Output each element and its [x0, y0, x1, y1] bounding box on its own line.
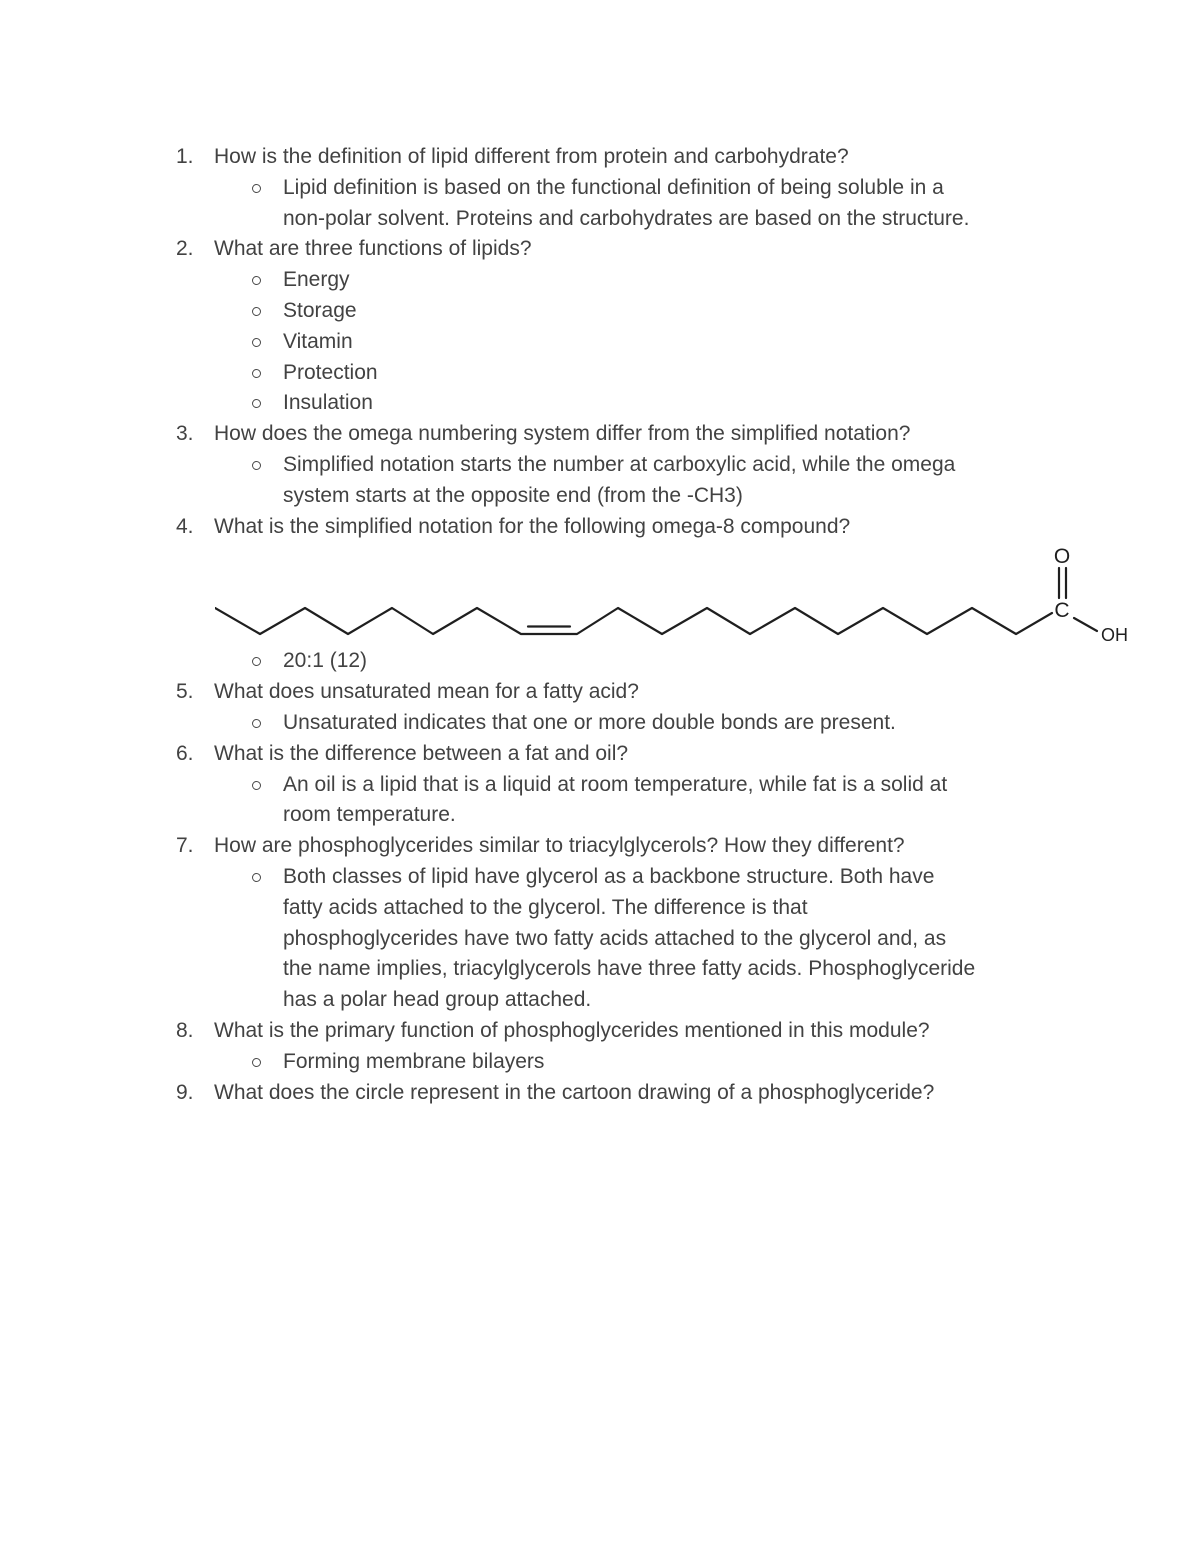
question-number: 3.	[176, 422, 194, 446]
answer-line: room temperature.	[283, 803, 456, 827]
answer-line: non-polar solvent. Proteins and carbohydrates are based on the structure.	[283, 206, 970, 230]
answer-line: has a polar head group attached.	[283, 988, 592, 1012]
answer-line: Energy	[283, 268, 350, 292]
bullet-col	[251, 327, 283, 358]
question-text: What does unsaturated mean for a fatty acid?	[214, 680, 639, 704]
answer-text	[283, 388, 373, 419]
question-number: 6.	[176, 741, 194, 765]
circle-bullet-icon	[252, 461, 261, 470]
answer-line: Both classes of lipid have glycerol as a backbone structure. Both have	[283, 864, 935, 888]
question-8	[176, 1016, 1116, 1047]
bullet-col	[251, 265, 283, 296]
question-list	[176, 142, 1128, 1108]
answer-item	[176, 327, 1116, 358]
answer-line: Simplified notation starts the number at carboxylic acid, while the omega	[283, 452, 956, 476]
answer-text	[283, 708, 896, 739]
circle-bullet-icon	[252, 719, 261, 728]
answer-line: Storage	[283, 298, 357, 322]
answer-item	[176, 1047, 1116, 1078]
answer-item	[176, 265, 1116, 296]
hydroxyl-bond-line	[1074, 618, 1097, 631]
circle-bullet-icon	[252, 657, 261, 666]
answer-item	[176, 862, 1116, 1016]
answer-text	[283, 358, 378, 389]
answer-line: Protection	[283, 360, 378, 384]
hydroxyl-label: OH	[1101, 625, 1128, 646]
answer-line: Lipid definition is based on the functional definition of being soluble in a	[283, 175, 944, 199]
answer-line: Forming membrane bilayers	[283, 1049, 545, 1073]
answer-text	[283, 1047, 544, 1078]
circle-bullet-icon	[252, 781, 261, 790]
question-2	[176, 234, 1116, 265]
question-number: 2.	[176, 237, 194, 261]
circle-bullet-icon	[252, 369, 261, 378]
bullet-col	[251, 862, 283, 1016]
answer-text	[283, 646, 367, 677]
answer-line: 20:1 (12)	[283, 649, 368, 673]
carbonyl-oxygen-label: O	[1053, 545, 1071, 569]
question-number: 5.	[176, 680, 194, 704]
answer-item	[176, 646, 1116, 677]
question-9	[176, 1078, 1116, 1109]
question-5	[176, 677, 1116, 708]
circle-bullet-icon	[252, 184, 261, 193]
question-number: 9.	[176, 1080, 194, 1104]
bullet-col	[251, 770, 283, 832]
answer-text	[283, 265, 350, 296]
circle-bullet-icon	[252, 399, 261, 408]
question-number: 8.	[176, 1018, 194, 1042]
answer-line: An oil is a lipid that is a liquid at room temperature, while fat is a solid at	[283, 772, 948, 796]
question-6	[176, 739, 1116, 770]
answer-item	[176, 173, 1116, 235]
bullet-col	[251, 173, 283, 235]
question-4	[176, 512, 1116, 543]
question-text: How are phosphoglycerides similar to triacylglycerols? How they different?	[214, 834, 905, 858]
fatty-acid-structure-figure	[176, 542, 1128, 646]
question-text: What is the difference between a fat and oil?	[214, 741, 629, 765]
answer-item	[176, 450, 1116, 512]
answer-item	[176, 358, 1116, 389]
question-text: What is the primary function of phosphoglycerides mentioned in this module?	[214, 1018, 930, 1042]
answer-line: the name implies, triacylglycerols have three fatty acids. Phosphoglyceride	[283, 957, 976, 981]
answer-text	[283, 327, 353, 358]
answer-item	[176, 388, 1116, 419]
answer-line: system starts at the opposite end (from the -CH3)	[283, 483, 743, 507]
question-number: 1.	[176, 145, 194, 168]
question-7	[176, 831, 1116, 862]
answer-line: Vitamin	[283, 329, 353, 353]
circle-bullet-icon	[252, 276, 261, 285]
answer-item	[176, 770, 1116, 832]
question-number: 4.	[176, 514, 194, 538]
answer-text	[283, 770, 947, 832]
carbon-chain-bond-lines	[215, 608, 1052, 634]
question-3	[176, 419, 1116, 450]
bullet-col	[251, 450, 283, 512]
bullet-col	[251, 1047, 283, 1078]
circle-bullet-icon	[252, 873, 261, 882]
bullet-col	[251, 358, 283, 389]
question-text: How is the definition of lipid different from protein and carbohydrate?	[214, 145, 849, 168]
carboxyl-carbon-label: C	[1054, 599, 1070, 623]
question-text: What does the circle represent in the cartoon drawing of a phosphoglyceride?	[214, 1080, 935, 1104]
question-number: 7.	[176, 834, 194, 858]
answer-line: fatty acids attached to the glycerol. The difference is that	[283, 895, 808, 919]
question-1	[176, 142, 1116, 173]
bullet-col	[251, 296, 283, 327]
answer-item	[176, 708, 1116, 739]
bullet-col	[251, 708, 283, 739]
answer-item	[176, 296, 1116, 327]
question-text: What are three functions of lipids?	[214, 237, 532, 261]
answer-line: Unsaturated indicates that one or more double bonds are present.	[283, 710, 896, 734]
question-text: What is the simplified notation for the following omega-8 compound?	[214, 514, 851, 538]
question-text: How does the omega numbering system differ from the simplified notation?	[214, 422, 911, 446]
bullet-col	[251, 388, 283, 419]
answer-text	[283, 862, 975, 1016]
circle-bullet-icon	[252, 307, 261, 316]
answer-text	[283, 173, 969, 235]
answer-line: phosphoglycerides have two fatty acids attached to the glycerol and, as	[283, 926, 947, 950]
answer-text	[283, 450, 955, 512]
answer-text	[283, 296, 357, 327]
answer-line: Insulation	[283, 391, 373, 415]
fatty-acid-skeletal-structure	[215, 542, 1175, 646]
circle-bullet-icon	[252, 338, 261, 347]
circle-bullet-icon	[252, 1058, 261, 1067]
bullet-col	[251, 646, 283, 677]
